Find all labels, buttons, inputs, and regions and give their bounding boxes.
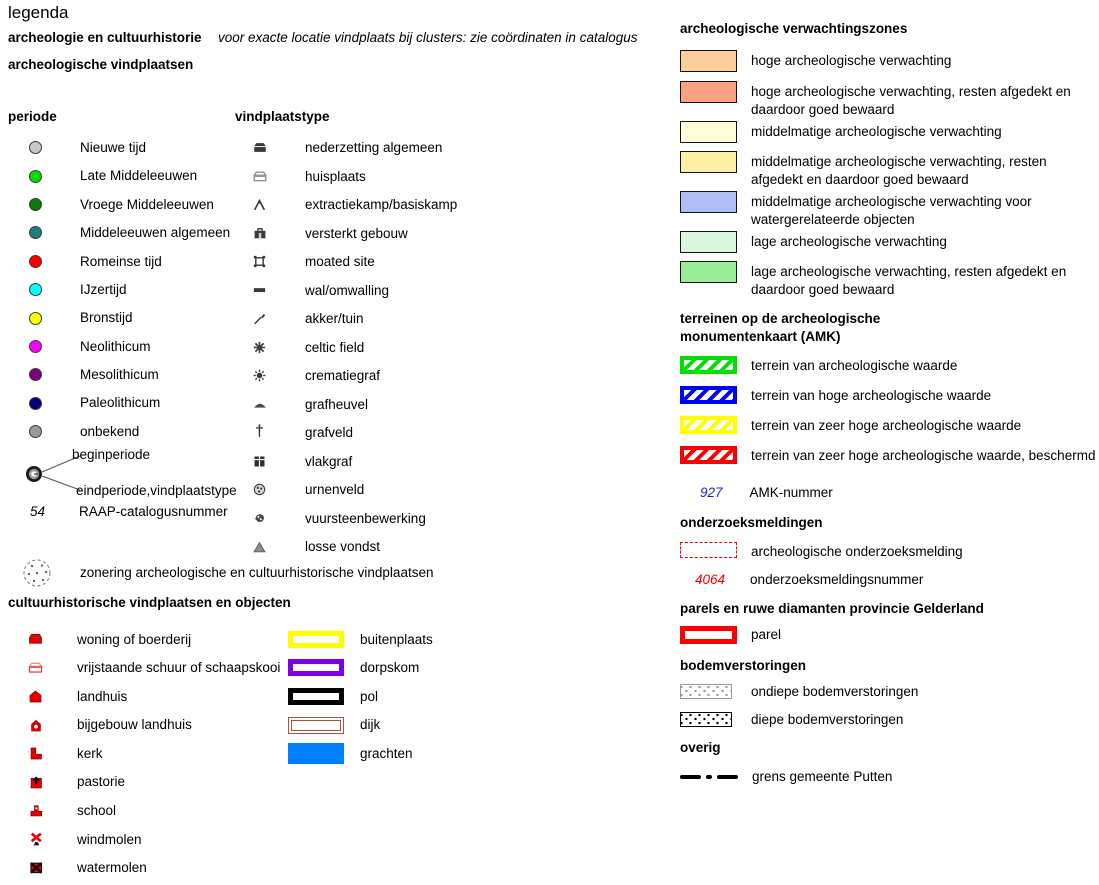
legend-row [8,332,233,360]
legend-row [235,276,470,305]
bodemverstoring-label: ondiepe bodemverstoringen [751,684,919,699]
vindplaatstype-section [235,108,470,561]
begin-period-label: beginperiode [72,447,151,462]
legend-row [8,389,233,417]
legend-row [288,654,433,683]
period-color-dot-icon [29,198,42,211]
grachten-box-icon [288,743,344,764]
legend-row [235,219,470,248]
zone-swatch-icon [680,50,737,72]
pol-box-icon [288,688,344,705]
parel-box-icon [680,626,737,644]
farm-house-icon [27,633,44,645]
burial-mound-icon [251,399,268,409]
legend-row [235,390,470,419]
raap-catalog-label: RAAP-catalogusnummer [79,504,228,519]
type-label: losse vondst [305,539,381,555]
raap-catalog-row [8,503,228,521]
period-label: Paleolithicum [80,395,161,411]
legend-row [680,768,892,786]
legend-row [8,711,280,740]
legend-row [235,476,470,505]
vindplaatsen-heading: archeologische vindplaatsen [8,57,194,72]
cultuurhistorie-area-list [288,625,433,768]
symbol-label: woning of boerderij [77,631,192,647]
type-label: huisplaats [305,168,366,184]
legend-row [680,386,991,405]
onderzoeksmelding-number-row [680,571,923,589]
zone-label: hoge archeologische verwachting, resten afgedekt en daardoor goed bewaard [751,84,1071,117]
period-color-dot-icon [29,425,42,438]
stray-find-icon [251,541,268,553]
legend-row [235,447,470,476]
symbol-label: watermolen [77,860,147,876]
legend-row [680,50,951,72]
legend-row [288,625,433,654]
period-label: Middeleeuwen algemeen [80,225,231,241]
period-color-dot-icon [29,283,42,296]
bodemverstoring-label: diepe bodemverstoringen [751,712,904,727]
legend-row [680,683,918,701]
barn-outline-icon [27,662,44,674]
period-color-dot-icon [29,368,42,381]
cluster-note: voor exacte locatie vindplaats bij clusters: zie coördinaten in catalogus [218,30,638,45]
periode-heading: periode [8,109,57,124]
legend-row [235,134,470,163]
zone-label: hoge archeologische verwachting [751,53,952,68]
verwachtingszones-heading: archeologische verwachtingszones [680,21,908,36]
amk-hatch-box-icon [680,446,737,464]
cultuurhistorie-section [8,594,488,876]
zone-swatch-icon [680,151,737,173]
ondiepe-pattern-box-icon [680,684,732,699]
zone-label: middelmatige archeologische verwachting voor watergerelateerde objecten [751,194,1032,227]
zone-label: middelmatige archeologische verwachting, resten afgedekt en daardoor goed bewaard [751,154,1047,187]
zonering-icon [22,558,52,588]
parels-heading: parels en ruwe diamanten provincie Gelderland [680,601,984,616]
zonering-row [8,556,433,590]
amk-number-label: AMK-nummer [749,485,833,500]
grave-field-icon: † [255,423,264,441]
period-label: Vroege Middeleeuwen [80,196,214,212]
legend-row [680,416,1021,435]
type-label: celtic field [305,339,365,355]
dorpskom-box-icon [288,659,344,676]
rectory-icon [27,776,44,789]
vindplaatstype-list [235,134,470,562]
area-label: pol [360,688,379,704]
type-label: wal/omwalling [305,282,390,298]
period-color-dot-icon [29,340,42,353]
zone-swatch-icon [680,121,737,143]
zonering-label: zonering archeologische en cultuurhistorische vindplaatsen [80,565,434,581]
period-color-dot-icon [29,397,42,410]
urnfield-icon [251,483,268,496]
legend-row [288,682,433,711]
period-color-dot-icon [29,255,42,268]
type-label: vuursteenbewerking [305,510,426,526]
legend-row [8,304,233,332]
cultuurhistorie-heading: cultuurhistorische vindplaatsen en objecten [8,595,291,610]
symbol-label: vrijstaande schuur of schaapskooi [77,660,281,676]
type-label: grafveld [305,425,354,441]
legend-row [680,81,1073,119]
fortified-building-icon [251,227,268,239]
legend-row [680,542,963,561]
amk-number: 927 [700,485,723,500]
amk-hatch-box-icon [680,386,737,404]
legend-row [680,356,957,375]
legend-row [235,248,470,277]
type-label: urnenveld [305,482,365,498]
amk-hatch-box-icon [680,416,737,434]
grens-label: grens gemeente Putten [752,769,893,784]
legend-row [8,625,280,654]
periode-list [8,134,233,446]
flat-grave-icon [251,455,268,468]
bodemverstoringen-heading: bodemverstoringen [680,658,807,673]
amk-label: terrein van zeer hoge archeologische waarde, beschermd [751,448,1096,463]
watermill-icon [27,861,44,875]
flint-working-icon [251,512,268,525]
legend-row [8,219,233,247]
legend-row [8,854,280,883]
legend-row [8,654,280,683]
right-column [680,20,1099,840]
period-label: Nieuwe tijd [80,139,147,155]
legend-row [8,276,233,304]
manor-house-icon [27,690,44,703]
type-label: moated site [305,254,375,270]
type-label: vlakgraf [305,453,353,469]
legend-row [680,121,1002,143]
zone-swatch-icon [680,261,737,283]
diepe-pattern-box-icon [680,712,732,727]
legend-row [680,711,903,729]
period-label: onbekend [80,423,140,439]
period-label: IJzertijd [80,281,127,297]
onderzoeksmelding-number: 4064 [695,572,726,587]
legend-row [288,711,433,740]
type-label: crematiegraf [305,368,381,384]
legend-row [235,162,470,191]
symbol-label: landhuis [77,688,128,704]
legend-row [680,261,1073,299]
period-color-dot-icon [29,226,42,239]
amk-heading: terreinen op de archeologische monumentenkaart (AMK) [680,311,881,344]
page-title: legenda [8,3,69,22]
overig-heading: overig [680,740,721,755]
legend-row [288,739,433,768]
symbol-label: windmolen [77,831,142,847]
legend-row [680,446,1095,465]
type-label: grafheuvel [305,396,369,412]
legend-row [8,247,233,275]
type-label: extractiekamp/basiskamp [305,197,458,213]
raap-catalog-number: 54 [30,504,46,519]
onderzoeksmeldingen-heading: onderzoeksmeldingen [680,515,823,530]
end-period-label: eindperiode,vindplaatstype [76,483,237,498]
legend-row [8,134,233,162]
house-site-icon [251,171,268,182]
parel-label: parel [751,627,782,643]
school-icon [27,804,44,817]
buitenplaats-box-icon [288,631,344,648]
legend-row [8,162,233,190]
zone-swatch-icon [680,191,737,213]
zone-swatch-icon [680,81,737,103]
period-label: Neolithicum [80,338,151,354]
legend-row [8,361,233,389]
zone-label: lage archeologische verwachting, resten afgedekt en daardoor goed bewaard [751,264,1067,297]
moated-site-icon [251,255,268,268]
onderzoeksmelding-box-icon [680,542,737,558]
area-label: grachten [360,745,413,761]
period-color-dot-icon [29,170,42,183]
legend-row [8,797,280,826]
period-label: Bronstijd [80,310,133,326]
amk-hatch-box-icon [680,356,737,374]
legend-row [235,333,470,362]
legend-row [680,626,781,644]
camp-icon [251,199,268,211]
cremation-grave-icon [251,369,268,382]
legend-row [235,191,470,220]
legend-row [235,305,470,334]
legend-row [235,504,470,533]
zone-label: middelmatige archeologische verwachting [751,124,1002,139]
legend-row [235,419,470,448]
period-label: Late Middeleeuwen [80,168,198,184]
legend-row [8,739,280,768]
symbol-label: school [77,803,117,819]
zone-swatch-icon [680,231,737,253]
amk-label: terrein van archeologische waarde [751,358,958,373]
zone-label: lage archeologische verwachting [751,234,947,249]
rampart-icon [251,284,268,296]
archeologie-heading: archeologie en cultuurhistorie [8,30,202,45]
area-label: buitenplaats [360,631,433,647]
outbuilding-icon [27,719,44,732]
onderzoeksmelding-label: archeologische onderzoeksmelding [751,544,963,559]
cultuurhistorie-symbol-list [8,625,280,882]
period-color-dot-icon [29,141,42,154]
grens-line-icon [680,775,738,780]
symbol-label: bijgebouw landhuis [77,717,192,733]
legend-row [8,190,233,218]
windmill-icon [27,832,44,846]
legend-row [8,768,280,797]
onderzoeksmelding-number-label: onderzoeksmeldingsnummer [750,572,924,587]
legend-row [8,825,280,854]
type-label: versterkt gebouw [305,225,408,241]
amk-label: terrein van zeer hoge archeologische waarde [751,418,1022,433]
legend-row [8,682,280,711]
period-label: Mesolithicum [80,367,159,383]
symbol-label: kerk [77,745,103,761]
legend-row [680,191,1073,229]
periode-section [8,108,233,446]
legend-row [680,231,947,253]
legend-row [680,151,1073,189]
vindplaatstype-heading: vindplaatstype [235,109,330,124]
amk-number-row [680,484,833,502]
type-label: nederzetting algemeen [305,140,443,156]
dijk-box-icon [288,717,344,734]
settlement-icon [251,142,268,153]
period-color-dot-icon [29,312,42,325]
legend-row [235,362,470,391]
amk-label: terrein van hoge archeologische waarde [751,388,992,403]
type-label: akker/tuin [305,311,364,327]
area-label: dijk [360,717,381,733]
area-label: dorpskom [360,660,420,676]
celtic-field-icon [251,341,268,354]
symbol-label: pastorie [77,774,126,790]
period-label: Romeinse tijd [80,253,162,269]
church-icon [27,747,44,760]
field-garden-icon [251,312,268,325]
